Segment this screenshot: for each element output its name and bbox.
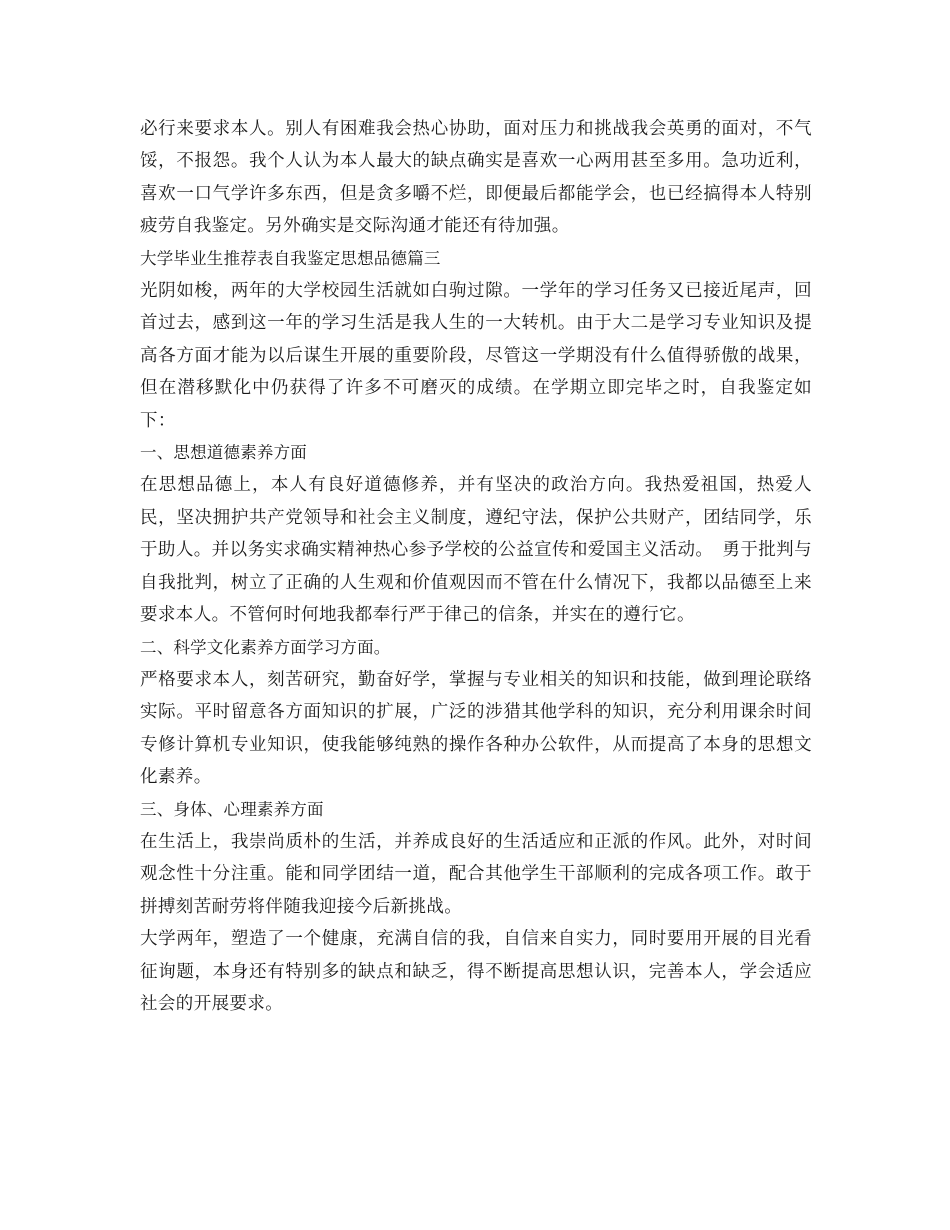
heading-physical-mental: 三、身体、心理素养方面 — [140, 799, 324, 819]
paragraph-study: 严格要求本人，刻苦研究，勤奋好学，掌握与专业相关的知识和技能，做到理论联络实际。平时留意各方面知识的扩展，广泛的涉猎其他学科的知识，充分利用课余时间专修计算机专业知识，使我能够纯熟的操作各种办公软件，从而提高了本身的思想文化素养。 — [140, 669, 812, 788]
heading-moral: 一、思想道德素养方面 — [140, 443, 307, 463]
paragraph-self-assessment-continued: 必行来要求本人。别人有困难我会热心协助，面对压力和挑战我会英勇的面对，不气馁，不报怨。我个人认为本人最大的缺点确实是喜欢一心两用甚至多用。急功近利，喜欢一口气学许多东西，但是贪多嚼不烂，即便最后都能学会，也已经搞得本人特别疲劳自我鉴定。另外确实是交际沟通才能还有待加强。 — [140, 119, 812, 237]
paragraph-conclusion: 大学两年，塑造了一个健康，充满自信的我，自信来自实力，同时要用开展的目光看征询题，本身还有特别多的缺点和缺乏，得不断提高思想认识，完善本人，学会适应社会的开展要求。 — [140, 929, 812, 1014]
section-title: 大学毕业生推荐表自我鉴定思想品德篇三 — [140, 248, 441, 268]
heading-science-culture: 二、科学文化素养方面学习方面。 — [140, 637, 391, 657]
document-body — [140, 113, 812, 1020]
paragraph-life: 在生活上，我崇尚质朴的生活，并养成良好的生活适应和正派的作风。此外，对时间观念性十分注重。能和同学团结一道，配合其他学生干部顺利的完成各项工作。敢于拼搏刻苦耐劳将伴随我迎接今后新挑战。 — [140, 831, 812, 917]
paragraph-intro: 光阴如梭，两年的大学校园生活就如白驹过隙。一学年的学习任务又已接近尾声，回首过去，感到这一年的学习生活是我人生的一大转机。由于大二是学习专业知识及提高各方面才能为以后谋生开展的重要阶段，尽管这一学期没有什么值得骄傲的战果，但在潜移默化中仍获得了许多不可磨灭的成绩。在学期立即完毕之时，自我鉴定如下： — [140, 281, 812, 431]
paragraph-moral: 在思想品德上，本人有良好道德修养，并有坚决的政治方向。我热爱祖国，热爱人民，坚决拥护共产党领导和社会主义制度，遵纪守法，保护公共财产，团结同学，乐于助人。并以务实求确实精神热心参予学校的公益宣传和爱国主义活动。 勇于批判与自我批判，树立了正确的人生观和价值观因而不管在什么情况下，我都以品德至上来要求本人。不管何时何地我都奉行严于律己的信条，并实在的遵行它。 — [140, 475, 812, 626]
